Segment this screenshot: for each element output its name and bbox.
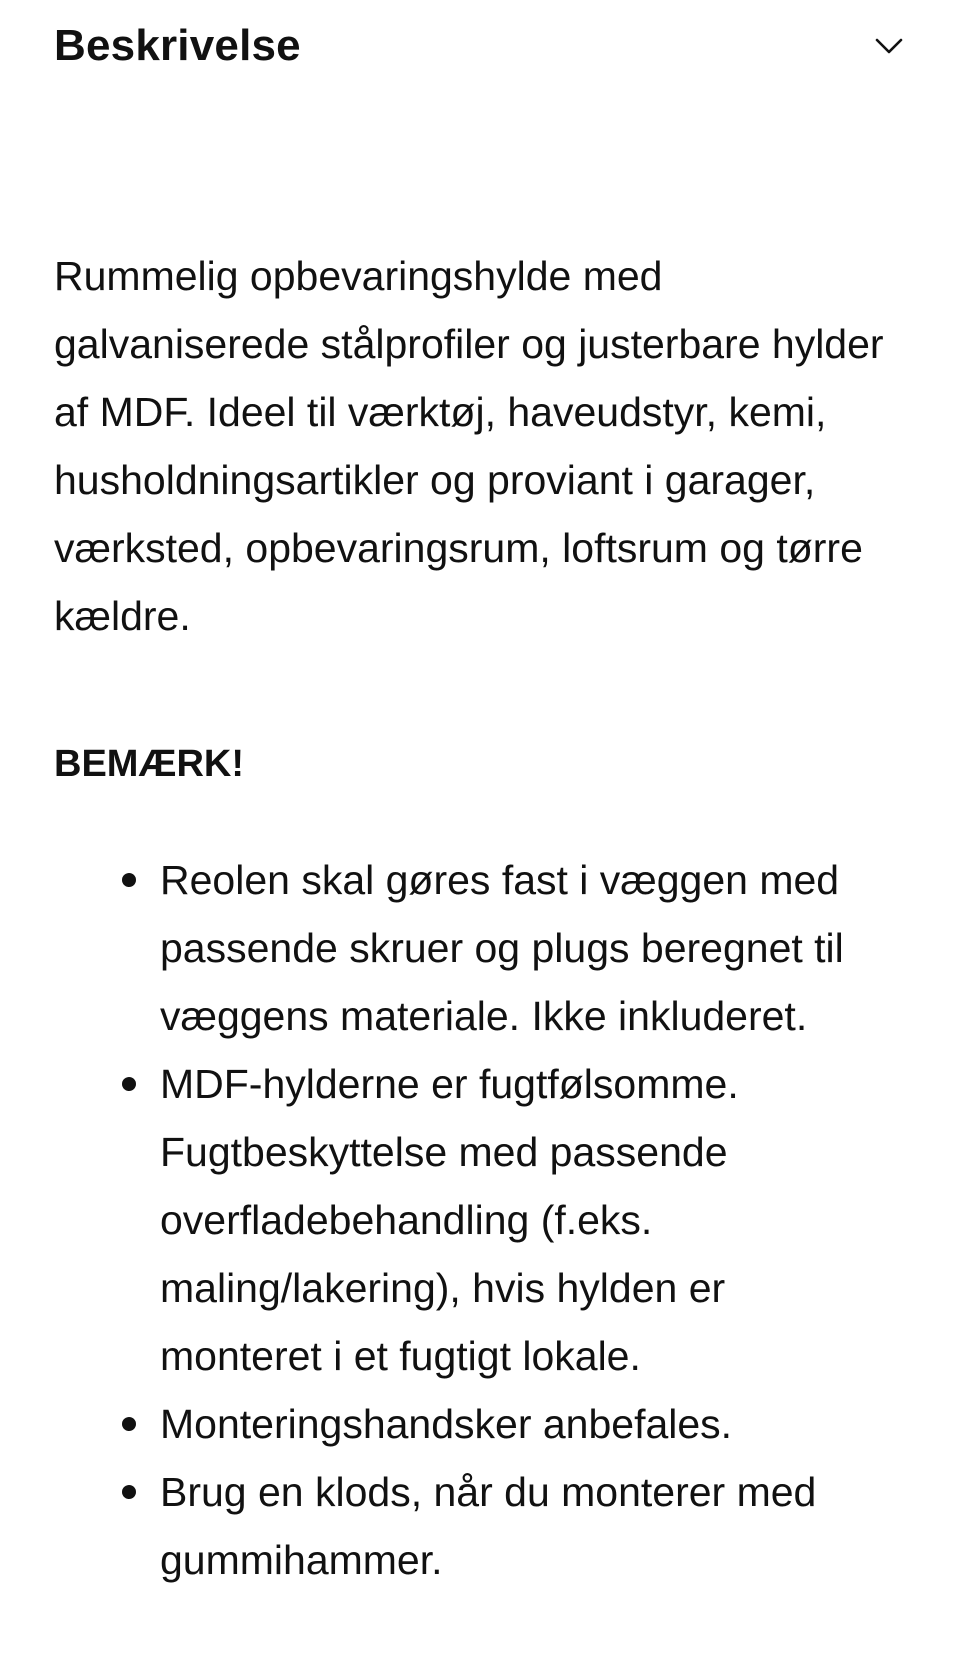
bullet-icon [122, 1417, 136, 1431]
list-item [54, 1458, 880, 1594]
list-item-text: Brug en klods, når du monterer med gummihammer. [160, 1469, 817, 1583]
description-text: Rummelig opbevaringshylde med galvaniserede stålprofiler og justerbare hylder af MDF. Ideel til værktøj, haveudstyr, kemi, husholdningsartikler og proviant i garager, værksted, opbevaringsrum, loftsrum og tørre kældre. [54, 253, 884, 639]
description-accordion-header[interactable] [54, 10, 906, 82]
list-item [54, 1050, 880, 1390]
notice-list [54, 846, 924, 1594]
list-item-text: Reolen skal gøres fast i væggen med passende skruer og plugs beregnet til væggens materiale. Ikke inkluderet. [160, 857, 844, 1039]
list-item [54, 1390, 880, 1458]
notice-heading: BEMÆRK! [54, 743, 244, 785]
list-item [54, 846, 880, 1050]
list-item-text: MDF-hylderne er fugtfølsomme. Fugtbeskyttelse med passende overfladebehandling (f.eks. maling/lakering), hvis hylden er monteret i et fugtigt lokale. [160, 1061, 739, 1379]
chevron-down-icon[interactable] [872, 29, 906, 63]
description-content [54, 242, 924, 1583]
list-item-text: Monteringshandsker anbefales. [160, 1401, 733, 1447]
section-title: Beskrivelse [54, 21, 301, 70]
bullet-icon [122, 873, 136, 887]
bullet-icon [122, 1485, 136, 1499]
bullet-icon [122, 1077, 136, 1091]
